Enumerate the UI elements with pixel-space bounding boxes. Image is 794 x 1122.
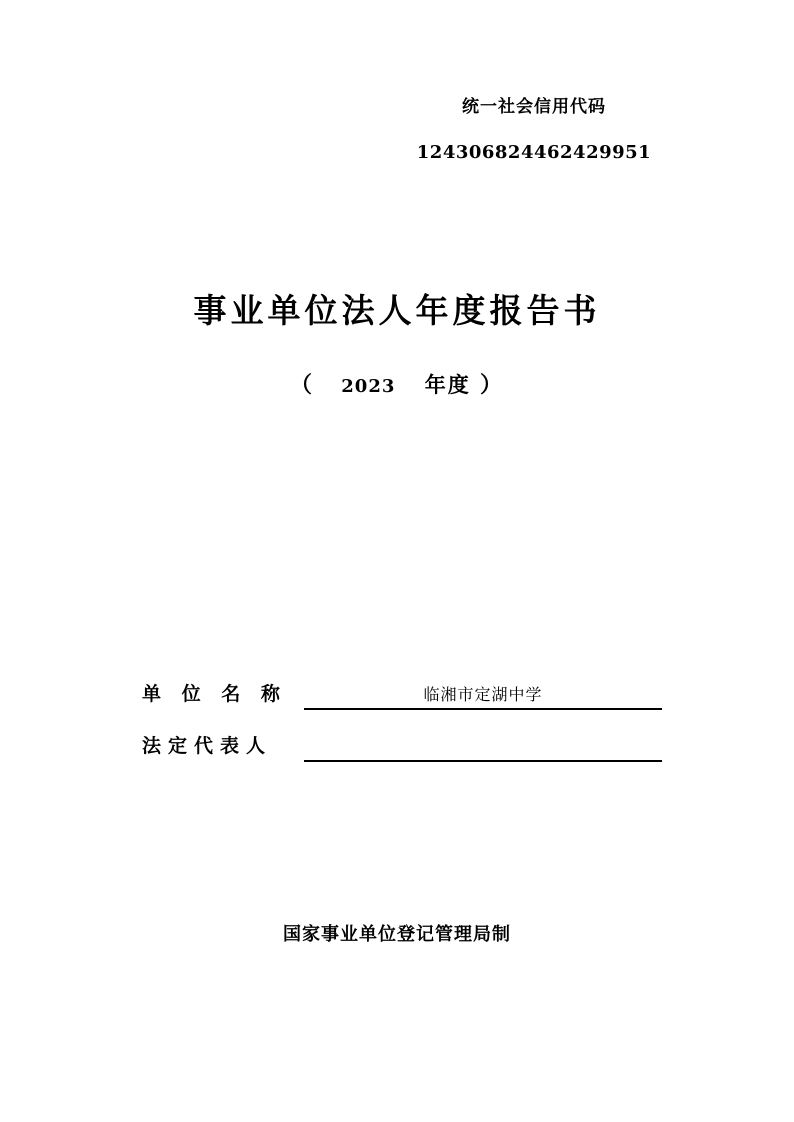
issuer-label: 国家事业单位登记管理局制 [283, 924, 511, 945]
unit-name-value: 临湘市定湖中学 [423, 685, 543, 704]
credit-code-value: 124306824462429951 [416, 141, 652, 163]
year-value: 2023 [341, 376, 396, 397]
year-paren-close: ） [480, 372, 505, 398]
report-year-line [0, 368, 794, 399]
field-row-unit-name [142, 658, 662, 710]
field-row-legal-representative [142, 710, 662, 762]
year-paren-open: （ [289, 372, 314, 398]
cover-fields [142, 658, 662, 762]
unit-name-field[interactable] [304, 678, 662, 710]
page-title: 事业单位法人年度报告书 [193, 291, 601, 330]
year-suffix-label: 年度 [424, 372, 471, 397]
credit-code-label: 统一社会信用代码 [462, 97, 606, 117]
legal-representative-field[interactable] [304, 730, 662, 762]
legal-representative-label: 法定代表人 [142, 735, 273, 757]
unit-name-label: 单 位 名 称 [142, 683, 287, 705]
credit-code-block [369, 96, 699, 163]
